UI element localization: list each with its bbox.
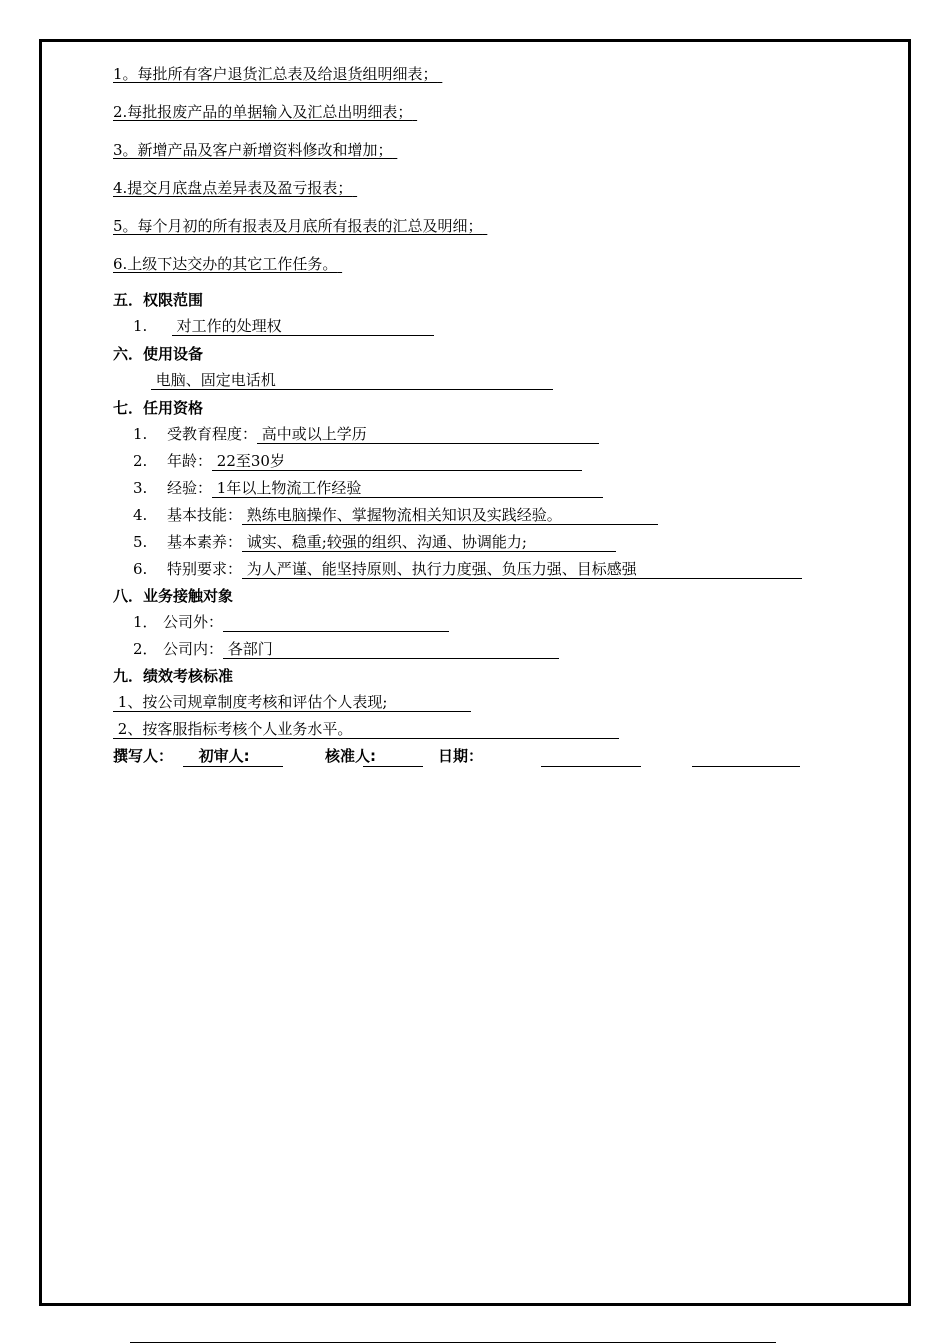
section-heading-performance: 九．绩效考核标准 [113, 667, 234, 685]
equipment-row [113, 370, 873, 398]
contact-item: 1． 公司外： [113, 612, 873, 639]
date-field-2 [692, 766, 800, 767]
section-heading-equipment: 六．使用设备 [113, 345, 204, 363]
section-heading-contacts: 八．业务接触对象 [113, 587, 234, 605]
qualification-item: 2. 年龄： 22至30岁 [113, 451, 873, 478]
authority-value: 对工作的处理权 [172, 317, 434, 336]
date-field-1 [541, 766, 641, 767]
section-heading-qualifications: 七．任用资格 [113, 399, 204, 417]
date-label: 日期： [438, 747, 484, 765]
equipment-value: 电脑、固定电话机 [151, 371, 553, 390]
qualification-item: 6. 特别要求： 为人严谨、能坚持原则、执行力度强、负压力强、目标感强 [113, 559, 873, 586]
section-heading-authority: 五．权限范围 [113, 291, 204, 309]
document-content [113, 64, 873, 770]
duty-item: 5。每个月初的所有报表及月底所有报表的汇总及明细； [113, 217, 483, 235]
qualification-item: 5. 基本素养： 诚实、稳重;较强的组织、沟通、协调能力; [113, 532, 873, 559]
approver-field [363, 766, 423, 767]
writer-label: 撰写人： [113, 747, 174, 765]
qualification-item: 3. 经验： 1年以上物流工作经验 [113, 478, 873, 505]
qualification-item: 1. 受教育程度： 高中或以上学历 [113, 424, 873, 451]
duty-item: 2.每批报废产品的单据输入及汇总出明细表； [113, 103, 413, 121]
performance-item: 2、按客服指标考核个人业务水平。 [113, 719, 873, 746]
contact-item: 2． 公司内： 各部门 [113, 639, 873, 666]
duty-item: 1。每批所有客户退货汇总表及给退货组明细表； [113, 65, 438, 83]
duty-item: 3。新增产品及客户新增资料修改和增加； [113, 141, 393, 159]
performance-item: 1、按公司规章制度考核和评估个人表现; [113, 692, 873, 719]
footer-rule [130, 1342, 776, 1343]
duty-item: 6.上级下达交办的其它工作任务。 [113, 255, 338, 273]
duty-item: 4.提交月底盘点差异表及盈亏报表； [113, 179, 353, 197]
first-reviewer-field: 初审人: [183, 746, 283, 767]
signature-row: 撰写人： 初审人: 核准人: 日期： [113, 746, 873, 770]
qualification-item: 4. 基本技能： 熟练电脑操作、掌握物流相关知识及实践经验。 [113, 505, 873, 532]
authority-item: 1. 对工作的处理权 [113, 316, 873, 344]
